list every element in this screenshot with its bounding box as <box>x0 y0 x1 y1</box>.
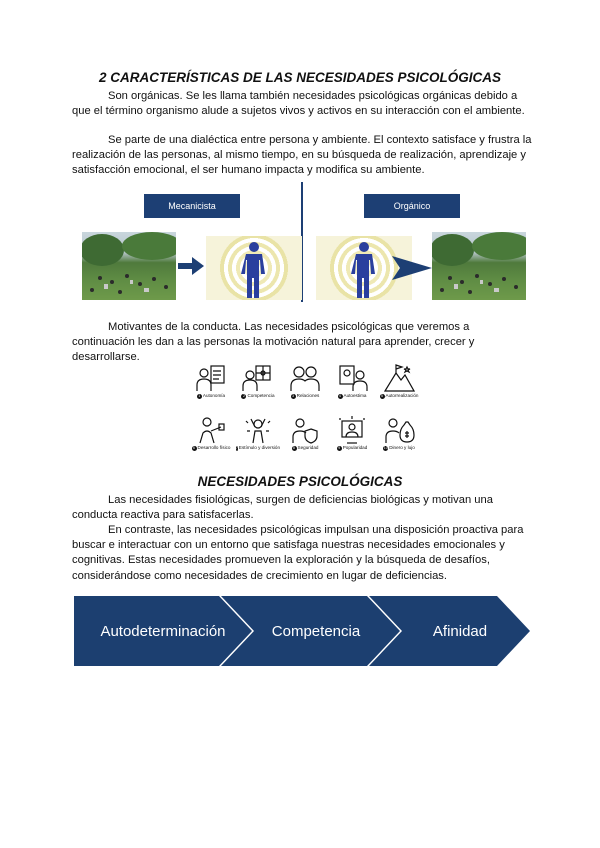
person-celebrating-icon <box>242 415 274 445</box>
process-step-afinidad: Afinidad <box>432 622 488 640</box>
need-label: Estímulo y diversión <box>238 445 281 450</box>
needs-icon-grid <box>190 363 420 463</box>
need-item <box>284 415 326 451</box>
person-likes-icon <box>336 415 368 445</box>
person-checklist-icon <box>195 363 227 393</box>
need-item <box>237 415 279 451</box>
mountain-flag-icon <box>383 363 415 393</box>
need-label: Competencia <box>247 393 275 398</box>
need-label: Autonomía <box>202 393 226 398</box>
park-photo-right <box>432 232 526 300</box>
need-item <box>378 415 420 451</box>
need-number: 6 <box>193 445 195 450</box>
need-label: Relaciones <box>296 393 320 398</box>
need-item <box>331 363 373 399</box>
money-bag-person-icon <box>383 415 415 445</box>
need-number: 9 <box>338 445 341 450</box>
need-label: Popularidad <box>342 445 368 450</box>
organico-label: Orgánico <box>364 194 460 218</box>
need-number: 5 <box>381 393 383 398</box>
section-heading: 2 CARACTERÍSTICAS DE LAS NECESIDADES PSICOLÓGICAS <box>98 70 502 85</box>
mechanist-organic-diagram <box>82 182 528 304</box>
paragraph-contraste: En contraste, las necesidades psicológicas impulsan una disposición proactiva para buscar e interactuar con un entorno que satisfaga nuestras necesidades emocionales y cognitivas. Estas necesidades promueven la exploración y la búsqueda de desafíos, considerándose como necesidades de crecimiento en lugar de deficiencias. <box>72 524 524 582</box>
need-number: 4 <box>339 393 341 398</box>
person-exercise-icon <box>195 415 227 445</box>
process-step-autodeterminacion: Autodeterminación <box>100 622 226 640</box>
need-label: Desarrollo físico <box>197 445 231 450</box>
puzzle-person-icon <box>242 363 274 393</box>
park-photo-left <box>82 232 176 300</box>
arrow-right-icon <box>178 256 204 276</box>
need-item <box>284 363 326 399</box>
need-number: 10 <box>383 445 388 450</box>
two-people-icon <box>289 363 321 393</box>
process-step-competencia: Competencia <box>271 622 361 640</box>
need-label: Dinero y lujo <box>389 445 415 450</box>
arrow-right-icon <box>392 256 432 280</box>
need-item <box>190 363 232 399</box>
person-shield-icon <box>289 415 321 445</box>
need-number: 8 <box>293 445 295 450</box>
need-number: 2 <box>242 393 245 398</box>
need-label: Autoestima <box>343 393 367 398</box>
need-item <box>331 415 373 451</box>
paragraph-dialectica: Se parte de una dialéctica entre persona y ambiente. El contexto satisface y frustra la realización de las personas, al mismo tiempo, en su búsqueda de realización, aprendizaje y satisfacción emocional, el ser humano impacta y modifica su ambiente. <box>72 134 532 177</box>
need-number: 1 <box>198 393 201 398</box>
mecanicista-label: Mecanicista <box>144 194 240 218</box>
paragraph-fisiologicas: Las necesidades fisiológicas, surgen de deficiencias biológicas y motivan una conducta reactiva para satisfacerlas. <box>72 494 493 522</box>
need-item <box>190 415 232 451</box>
process-chevrons <box>74 596 530 666</box>
need-item <box>237 363 279 399</box>
mirror-person-icon <box>336 363 368 393</box>
needs-heading: NECESIDADES PSICOLÓGICAS <box>197 474 403 489</box>
need-number: 3 <box>292 393 295 398</box>
paragraph-organicas: Son orgánicas. Se les llama también necesidades psicológicas orgánicas debido a que el término organismo alude a sujetos vivos y activos en su interacción con el ambiente. <box>72 90 525 118</box>
need-label: Seguridad <box>297 445 319 450</box>
paragraph-motivantes: Motivantes de la conducta. Las necesidades psicológicas que veremos a continuación les dan a las personas la motivación natural para aprender, crecer y desarrollarse. <box>72 321 475 364</box>
need-item <box>378 363 420 399</box>
glowing-person-left <box>206 236 302 300</box>
need-label: Autorrealización <box>385 393 419 398</box>
need-number: 7 <box>235 445 238 450</box>
